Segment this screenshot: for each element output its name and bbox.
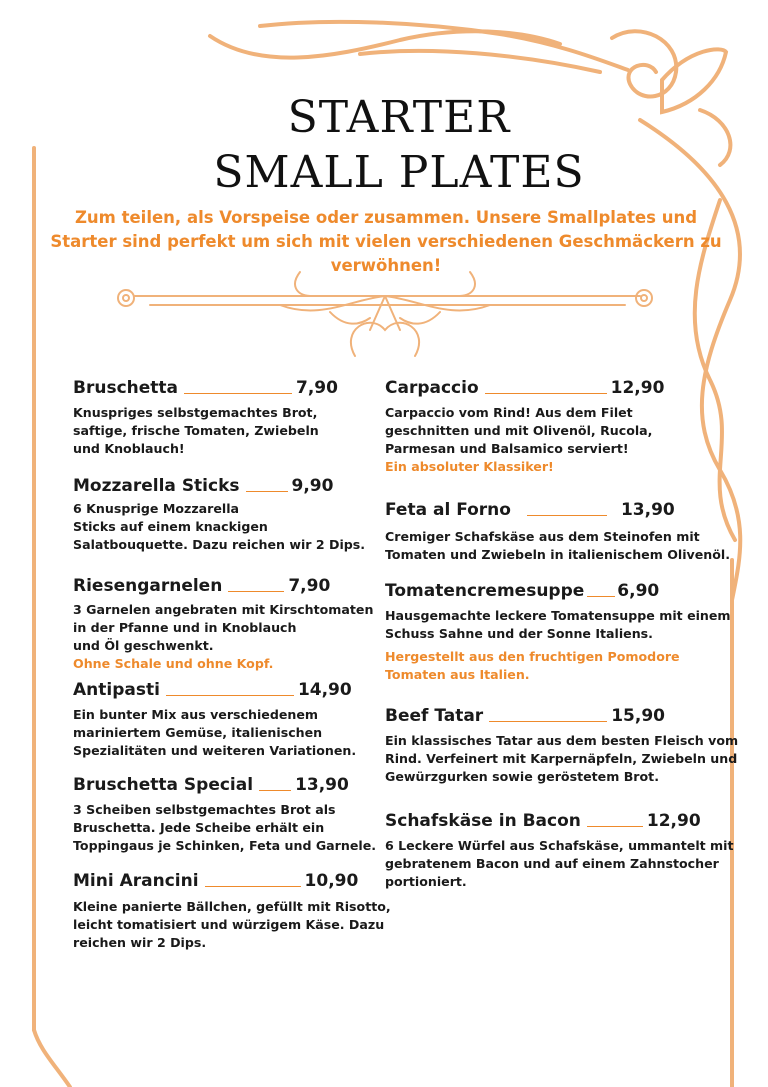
item-name: Riesengarnelen <box>73 576 223 596</box>
description-line: und Knoblauch! <box>73 441 185 456</box>
intro-text: Zum teilen, als Vorspeise oder zusammen. Unsere Smallplates und Starter sind perfekt um sich mit vielen verschiedenen Geschmäckern zu verwöhnen! <box>50 208 722 275</box>
top-swirl-2 <box>260 22 628 70</box>
description-line: Toppingaus je Schinken, Feta und Garnele. <box>73 838 377 853</box>
description-line: 6 Knusprige Mozzarella <box>73 501 240 516</box>
price-leader-line <box>587 826 643 827</box>
top-swirl-3 <box>360 51 600 72</box>
item-price: 15,90 <box>611 706 665 726</box>
price-leader-line <box>228 591 284 592</box>
description-line: reichen wir 2 Dips. <box>73 935 207 950</box>
description-line: Gewürzgurken sowie geröstetem Brot. <box>385 769 659 784</box>
menu-item-feta-al-forno <box>385 500 730 564</box>
price-leader-line <box>259 790 291 791</box>
bottom-left-swirl <box>34 1030 70 1087</box>
item-name: Mini Arancini <box>73 871 199 891</box>
description-line: Cremiger Schafskäse aus dem Steinofen mit <box>385 529 700 544</box>
description-line: mariniertem Gemüse, italienischen <box>73 725 323 740</box>
item-price: 7,90 <box>296 378 338 398</box>
item-description <box>73 706 356 760</box>
item-name: Bruschetta <box>73 378 178 398</box>
item-note: Tomaten aus Italien. <box>385 667 530 682</box>
description-line: Parmesan und Balsamico serviert! <box>385 441 629 456</box>
menu-item-bruschetta-special <box>73 775 376 855</box>
price-leader-line <box>489 721 607 722</box>
description-line: Tomaten und Zwiebeln in italienischem Olivenöl. <box>385 547 731 562</box>
page-title-line-1: STARTER <box>287 92 511 143</box>
item-name: Antipasti <box>73 680 160 700</box>
item-note: Ein absoluter Klassiker! <box>385 459 554 474</box>
menu-item-mini-arancini <box>73 871 391 952</box>
item-name: Carpaccio <box>385 378 479 398</box>
item-price: 6,90 <box>617 581 660 601</box>
page-title-line-2: SMALL PLATES <box>213 147 585 198</box>
item-note: Hergestellt aus den fruchtigen Pomodore <box>385 649 680 664</box>
menu-item-bruschetta <box>73 378 338 458</box>
description-line: Salatbouquette. Dazu reichen wir 2 Dips. <box>73 537 366 552</box>
item-description <box>385 607 731 684</box>
price-leader-line <box>184 393 292 394</box>
description-line: leicht tomatisiert und würzigem Käse. Dazu <box>73 917 385 932</box>
menu-item-schafskaese-in-bacon <box>385 811 734 891</box>
description-line: gebratenem Bacon und auf einem Zahnstocher <box>385 856 719 871</box>
item-name: Mozzarella Sticks <box>73 476 240 496</box>
menu-item-beef-tatar <box>385 706 738 786</box>
item-name: Schafskäse in Bacon <box>385 811 581 831</box>
menu-item-antipasti <box>73 680 356 760</box>
menu-item-riesengarnelen <box>73 576 373 673</box>
item-description <box>73 404 338 458</box>
item-price: 7,90 <box>288 576 331 596</box>
item-name: Tomatencremesuppe <box>385 581 585 601</box>
description-line: Bruschetta. Jede Scheibe erhält ein <box>73 820 325 835</box>
description-line: Carpaccio vom Rind! Aus dem Filet <box>385 405 633 420</box>
item-description <box>385 404 664 476</box>
item-description <box>73 801 376 855</box>
description-line: Knuspriges selbstgemachtes Brot, <box>73 405 318 420</box>
menu-item-carpaccio <box>385 378 664 476</box>
description-line: Schuss Sahne und der Sonne Italiens. <box>385 626 653 641</box>
item-description <box>73 500 365 554</box>
right-scroll <box>612 31 676 96</box>
item-price: 10,90 <box>304 871 359 891</box>
price-leader-line <box>485 393 607 394</box>
item-name: Beef Tatar <box>385 706 484 726</box>
price-leader-line <box>205 886 301 887</box>
item-name: Feta al Forno <box>385 500 511 520</box>
item-description <box>73 601 373 673</box>
description-line: und Öl geschwenkt. <box>73 638 214 653</box>
menu-item-mozzarella-sticks <box>73 476 365 554</box>
description-line: 6 Leckere Würfel aus Schafskäse, ummantelt mit <box>385 838 734 853</box>
item-price: 12,90 <box>646 811 701 831</box>
item-description <box>385 837 734 891</box>
price-leader-line <box>587 596 615 597</box>
description-line: Sticks auf einem knackigen <box>73 519 268 534</box>
item-note: Ohne Schale und ohne Kopf. <box>73 656 274 671</box>
description-line: 3 Scheiben selbstgemachtes Brot als <box>73 802 336 817</box>
price-leader-line <box>166 695 294 696</box>
description-line: Spezialitäten und weiteren Variationen. <box>73 743 357 758</box>
item-description <box>385 528 730 564</box>
description-line: in der Pfanne und in Knoblauch <box>73 620 297 635</box>
item-description <box>385 732 738 786</box>
description-line: saftige, frische Tomaten, Zwiebeln <box>73 423 319 438</box>
description-line: portioniert. <box>385 874 467 889</box>
description-line: Kleine panierte Bällchen, gefüllt mit Risotto, <box>73 899 391 914</box>
description-line: 3 Garnelen angebraten mit Kirschtomaten <box>73 602 374 617</box>
description-line: geschnitten und mit Olivenöl, Rucola, <box>385 423 653 438</box>
item-name: Bruschetta Special <box>73 775 254 795</box>
menu-item-tomatencremesuppe <box>385 581 731 684</box>
description-line: Ein bunter Mix aus verschiedenem <box>73 707 319 722</box>
item-price: 9,90 <box>291 476 334 496</box>
item-description <box>73 898 391 952</box>
price-leader-line <box>246 491 288 492</box>
description-line: Hausgemachte leckere Tomatensuppe mit einem <box>385 608 731 623</box>
price-leader-line <box>527 515 607 516</box>
description-line: Rind. Verfeinert mit Karpernäpfeln, Zwiebeln und <box>385 751 738 766</box>
item-price: 13,90 <box>620 500 675 520</box>
item-price: 14,90 <box>297 680 352 700</box>
item-price: 13,90 <box>295 775 349 795</box>
description-line: Ein klassisches Tatar aus dem besten Fleisch vom <box>385 733 739 748</box>
item-price: 12,90 <box>610 378 665 398</box>
